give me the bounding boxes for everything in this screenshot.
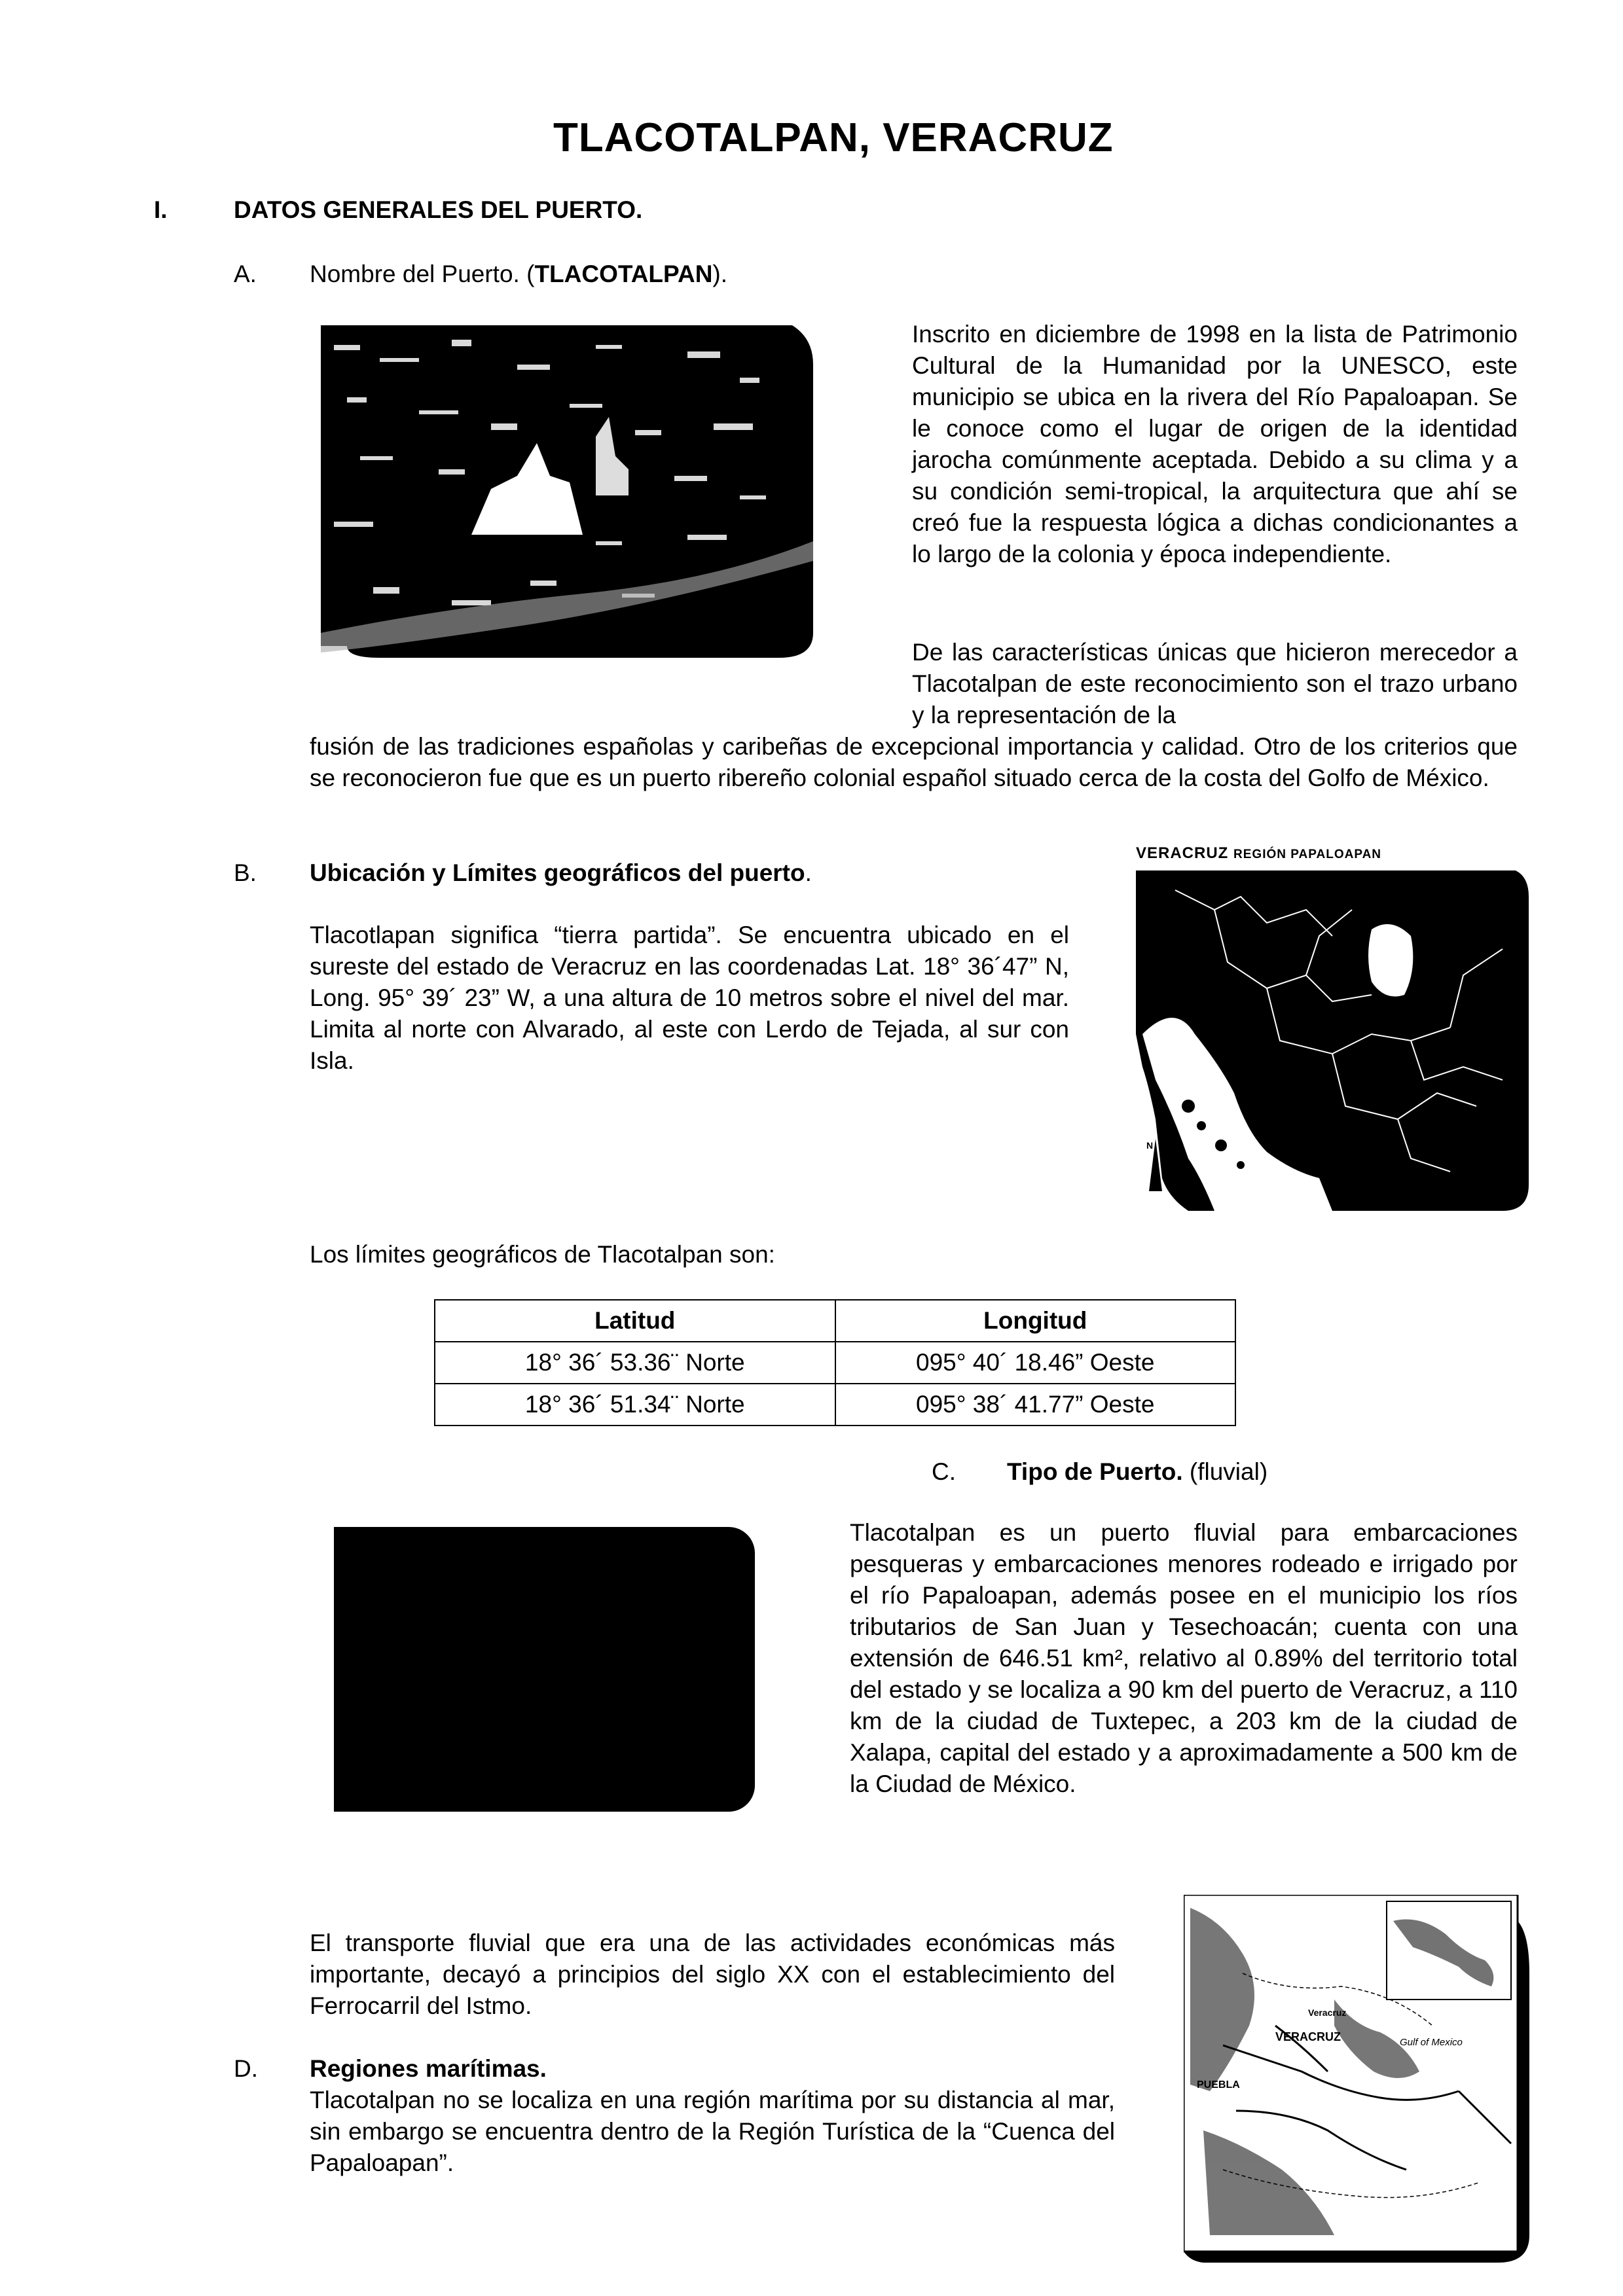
latitude-cell: 18° 36´ 53.36¨ Norte xyxy=(435,1342,835,1384)
label-veracruz-small: Veracruz xyxy=(1308,2007,1347,2018)
latitude-cell: 18° 36´ 51.34¨ Norte xyxy=(435,1384,835,1426)
header-longitude: Longitud xyxy=(835,1300,1236,1342)
section-number: I. xyxy=(154,196,168,223)
item-d-heading: Regiones marítimas. xyxy=(310,2055,547,2082)
header-latitude: Latitud xyxy=(435,1300,835,1342)
basin-map xyxy=(1184,1895,1531,2265)
paragraph-transport: El transporte fluvial que era una de las actividades económicas más importante, decayó a principios del siglo XX con el establecimiento del Ferrocarril del Istmo. xyxy=(310,1929,1115,2019)
region-map-graphic xyxy=(1136,870,1529,1211)
item-d-letter: D. xyxy=(234,2055,258,2082)
aerial-photo-graphic xyxy=(321,325,813,658)
item-c-label: Tipo de Puerto. xyxy=(1007,1458,1183,1485)
region-map-title-state: VERACRUZ xyxy=(1136,844,1229,862)
label-gulf-of-mexico: Gulf of Mexico xyxy=(1400,2037,1463,2048)
table-row xyxy=(435,1384,1235,1426)
longitude-cell: 095° 40´ 18.46” Oeste xyxy=(835,1342,1236,1384)
paragraph-a2-start: De las características únicas que hicieron merecedor a Tlacotalpan de este reconocimiento son el trazo urbano y la representación de la xyxy=(912,639,1518,728)
region-map xyxy=(1136,844,1529,1211)
label-veracruz: VERACRUZ xyxy=(1275,2030,1341,2043)
aerial-photo xyxy=(321,325,813,658)
section-heading: DATOS GENERALES DEL PUERTO. xyxy=(234,196,643,223)
paragraph-d: Tlacotalpan no se localiza en una región marítima por su distancia al mar, sin embargo se encuentra dentro de la Región Turística de la “Cuenca del Papaloapan”. xyxy=(310,2087,1115,2176)
item-a-suffix: ). xyxy=(712,260,728,287)
label-puebla: PUEBLA xyxy=(1197,2079,1240,2090)
table-header-row xyxy=(435,1300,1235,1342)
item-a-prefix: Nombre del Puerto. ( xyxy=(310,260,535,287)
item-c-letter: C. xyxy=(932,1458,956,1485)
item-b-letter: B. xyxy=(234,859,257,886)
item-c-heading xyxy=(1007,1456,1267,1488)
north-indicator: N xyxy=(1146,1140,1154,1151)
item-b-suffix: . xyxy=(805,859,812,886)
item-b-label: Ubicación y Límites geográficos del puerto xyxy=(310,859,805,886)
item-c-suffix: (fluvial) xyxy=(1182,1458,1268,1485)
region-map-title-region: REGIÓN PAPALOAPAN xyxy=(1233,848,1382,861)
page-title: TLACOTALPAN, VERACRUZ xyxy=(553,115,1114,160)
item-b-heading xyxy=(310,857,812,889)
limits-intro: Los límites geográficos de Tlacotalpan son: xyxy=(310,1241,775,1268)
region-map-title xyxy=(1136,844,1529,863)
paragraph-c: Tlacotalpan es un puerto fluvial para embarcaciones pesqueras y embarcaciones menores rodeado e irrigado por el río Papaloapan, además posee en el municipio los ríos tributarios de San Juan y Tesechoacán; cuenta con una extensión de 646.51 km², relativo al 0.89% del territorio total del estado y se localiza a 90 km del puerto de Veracruz, a 110 km de la ciudad de Tuxtepec, a 203 km de la ciudad de Xalapa, capital del estado y a aproximadamente a 500 km de la Ciudad de México. xyxy=(850,1519,1518,1797)
table-row xyxy=(435,1342,1235,1384)
longitude-cell: 095° 38´ 41.77” Oeste xyxy=(835,1384,1236,1426)
paragraph-a1: Inscrito en diciembre de 1998 en la lista de Patrimonio Cultural de la Humanidad por la UNESCO, este municipio se ubica en la rivera del Río Papaloapan. Se le conoce como el lugar de origen de la identidad jarocha comúnmente aceptada. Debido a su clima y a su condición semi-tropical, la arquitectura que ahí se creó fue la respuesta lógica a dichas condicionantes a lo largo de la colonia y época independiente. xyxy=(912,321,1518,567)
item-a-letter: A. xyxy=(234,260,257,287)
port-name: TLACOTALPAN xyxy=(534,260,713,287)
river-photo xyxy=(334,1527,755,1812)
paragraph-a2-continued: fusión de las tradiciones españolas y caribeñas de excepcional importancia y calidad. Otro de los criterios que se reconocieron fue que es un puerto ribereño colonial español situado cerca de la costa del Golfo de México. xyxy=(310,733,1518,791)
coordinates-table xyxy=(434,1299,1236,1426)
paragraph-b: Tlacotlapan significa “tierra partida”. Se encuentra ubicado en el sureste del estado de Veracruz en las coordenadas Lat. 18° 36´47” N, Long. 95° 39´ 23” W, a una altura de 10 metros sobre el nivel del mar. Limita al norte con Alvarado, al este con Lerdo de Tejada, al sur con Isla. xyxy=(310,922,1069,1074)
item-a-heading xyxy=(310,259,727,290)
